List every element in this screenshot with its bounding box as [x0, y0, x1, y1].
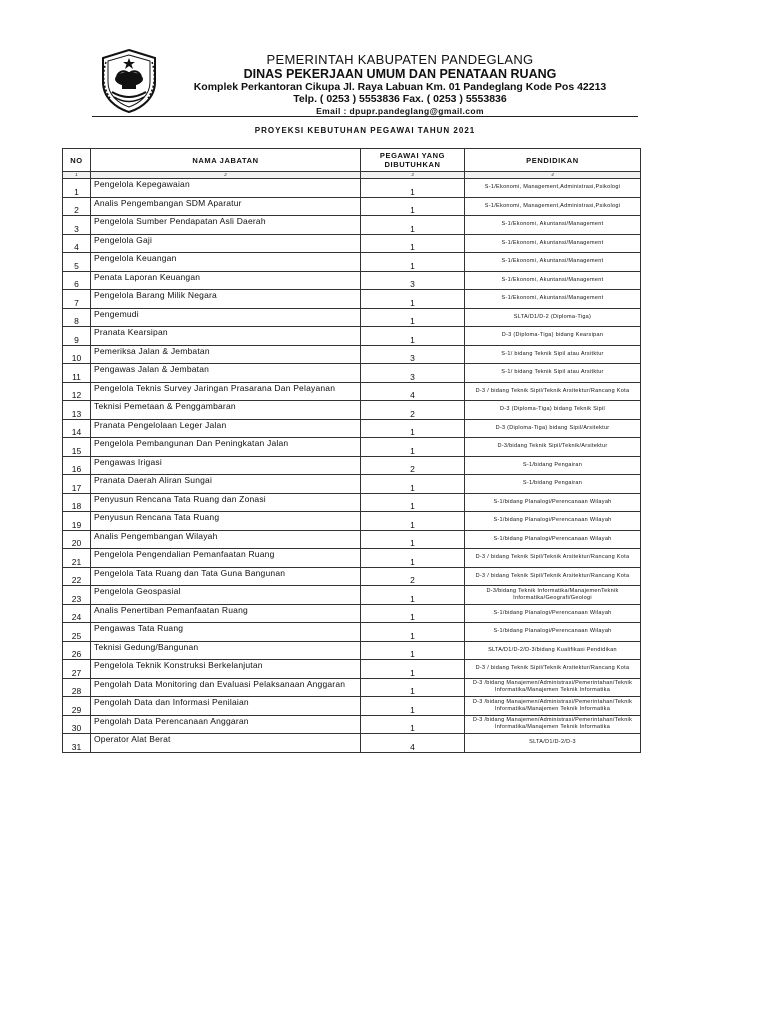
row-number: 8 [63, 308, 91, 327]
required-staff-count: 1 [361, 641, 465, 660]
table-row [63, 697, 641, 716]
job-title-cell: Analis Pengembangan Wilayah [91, 530, 361, 549]
education-requirement: S-1/ bidang Teknik Sipil atau Arsitktur [465, 345, 641, 364]
education-requirement: S-1/bidang Planalogi/Perencanaan Wilayah [465, 604, 641, 623]
column-index: 2 [91, 172, 361, 179]
job-title-cell: Analis Penertiban Pemanfaatan Ruang [91, 604, 361, 623]
job-title-cell: Pemeriksa Jalan & Jembatan [91, 345, 361, 364]
required-staff-count: 1 [361, 549, 465, 568]
letterhead-divider [92, 116, 638, 117]
job-title-cell: Pengelola Gaji [91, 234, 361, 253]
education-requirement: S-1/Ekonomi, Akuntansi/Management [465, 234, 641, 253]
job-title-cell: Pengawas Jalan & Jembatan [91, 364, 361, 383]
education-requirement: S-1/bidang Planalogi/Perencanaan Wilayah [465, 493, 641, 512]
education-requirement: S-1/bidang Planalogi/Perencanaan Wilayah [465, 623, 641, 642]
required-staff-count: 1 [361, 290, 465, 309]
required-staff-count: 2 [361, 401, 465, 420]
row-number: 3 [63, 216, 91, 235]
required-staff-count: 1 [361, 419, 465, 438]
required-staff-count: 2 [361, 567, 465, 586]
required-staff-count: 4 [361, 382, 465, 401]
job-title-cell: Pengelola Tata Ruang dan Tata Guna Bangunan [91, 567, 361, 586]
row-number: 9 [63, 327, 91, 346]
job-title-cell: Pengelola Teknis Survey Jaringan Prasarana Dan Pelayanan [91, 382, 361, 401]
table-row [63, 604, 641, 623]
table-row [63, 290, 641, 309]
required-staff-count: 1 [361, 586, 465, 605]
education-requirement: S-1/bidang Planalogi/Perencanaan Wilayah [465, 512, 641, 531]
table-row [63, 438, 641, 457]
education-requirement: S-1/Ekonomi, Management,Administrasi,Psikologi [465, 197, 641, 216]
required-staff-count: 1 [361, 530, 465, 549]
required-staff-count: 1 [361, 327, 465, 346]
header-no: NO [63, 149, 91, 172]
row-number: 24 [63, 604, 91, 623]
required-staff-count: 1 [361, 475, 465, 494]
header-nama-jabatan: NAMA JABATAN [91, 149, 361, 172]
job-title-cell: Pengolah Data Perencanaan Anggaran [91, 715, 361, 734]
table-row [63, 586, 641, 605]
job-title-cell: Pengelola Keuangan [91, 253, 361, 272]
row-number: 21 [63, 549, 91, 568]
column-index: 4 [465, 172, 641, 179]
column-index: 3 [361, 172, 465, 179]
table-row [63, 234, 641, 253]
row-number: 12 [63, 382, 91, 401]
government-name: PEMERINTAH KABUPATEN PANDEGLANG [266, 52, 534, 67]
job-title-cell: Analis Pengembangan SDM Aparatur [91, 197, 361, 216]
table-row [63, 271, 641, 290]
job-title-cell: Penyusun Rencana Tata Ruang dan Zonasi [91, 493, 361, 512]
job-title-cell: Pengolah Data dan Informasi Penilaian [91, 697, 361, 716]
required-staff-count: 1 [361, 438, 465, 457]
table-row [63, 253, 641, 272]
row-number: 31 [63, 734, 91, 753]
table-row [63, 493, 641, 512]
row-number: 1 [63, 179, 91, 198]
row-number: 4 [63, 234, 91, 253]
required-staff-count: 2 [361, 456, 465, 475]
table-row [63, 401, 641, 420]
row-number: 26 [63, 641, 91, 660]
table-row [63, 512, 641, 531]
row-number: 30 [63, 715, 91, 734]
education-requirement: SLTA/D1/D-2/D-3/bidang Kualifikasi Pendidikan [465, 641, 641, 660]
table-row [63, 623, 641, 642]
staffing-projection-table [62, 148, 641, 753]
table-row [63, 567, 641, 586]
required-staff-count: 1 [361, 308, 465, 327]
education-requirement: S-1/bidang Pengairan [465, 475, 641, 494]
table-row [63, 549, 641, 568]
row-number: 22 [63, 567, 91, 586]
table-row [63, 641, 641, 660]
job-title-cell: Teknisi Pemetaan & Penggambaran [91, 401, 361, 420]
table-row [63, 308, 641, 327]
header-pendidikan: PENDIDIKAN [465, 149, 641, 172]
document-title: PROYEKSI KEBUTUHAN PEGAWAI TAHUN 2021 [254, 126, 476, 135]
row-number: 25 [63, 623, 91, 642]
table-body [63, 179, 641, 753]
education-requirement: D-3 /bidang Manajemen/Administrasi/Pemerintahan/Teknik Informatika/Manajemen Teknik Informatika [465, 697, 641, 716]
education-requirement: D-3 (Diploma-Tiga) bidang Kearsipan [465, 327, 641, 346]
row-number: 29 [63, 697, 91, 716]
required-staff-count: 1 [361, 197, 465, 216]
job-title-cell: Pranata Pengelolaan Leger Jalan [91, 419, 361, 438]
required-staff-count: 1 [361, 216, 465, 235]
row-number: 14 [63, 419, 91, 438]
table-row [63, 216, 641, 235]
required-staff-count: 1 [361, 623, 465, 642]
table-row [63, 419, 641, 438]
education-requirement: S-1/bidang Planalogi/Perencanaan Wilayah [465, 530, 641, 549]
education-requirement: SLTA/D1/D-2/D-3 [465, 734, 641, 753]
letterhead [160, 52, 640, 117]
header-jumlah-pegawai: PEGAWAI YANG DIBUTUHKAN [361, 149, 465, 172]
education-requirement: D-3 / bidang Teknik Sipil/Teknik Arsitektur/Rancang Kota [465, 382, 641, 401]
column-index: 1 [63, 172, 91, 179]
education-requirement: S-1/Ekonomi, Management,Administrasi,Psikologi [465, 179, 641, 198]
table-row [63, 660, 641, 679]
education-requirement: D-3/bidang Teknik Sipil/Teknik/Arsitektur [465, 438, 641, 457]
education-requirement: D-3 / bidang Teknik Sipil/Teknik Arsitektur/Rancang Kota [465, 567, 641, 586]
required-staff-count: 4 [361, 734, 465, 753]
job-title-cell: Teknisi Gedung/Bangunan [91, 641, 361, 660]
row-number: 27 [63, 660, 91, 679]
education-requirement: D-3 / bidang Teknik Sipil/Teknik Arsitektur/Rancang Kota [465, 549, 641, 568]
table-column-index-row [63, 172, 641, 179]
regency-emblem-icon [100, 48, 158, 114]
row-number: 15 [63, 438, 91, 457]
required-staff-count: 1 [361, 493, 465, 512]
education-requirement: D-3 (Diploma-Tiga) bidang Teknik Sipil [465, 401, 641, 420]
table-row [63, 456, 641, 475]
education-requirement: S-1/Ekonomi, Akuntansi/Management [465, 216, 641, 235]
table-row [63, 715, 641, 734]
education-requirement: S-1/bidang Pengairan [465, 456, 641, 475]
table-row [63, 678, 641, 697]
job-title-cell: Pengolah Data Monitoring dan Evaluasi Pelaksanaan Anggaran [91, 678, 361, 697]
row-number: 17 [63, 475, 91, 494]
education-requirement: SLTA/D1/D-2 (Diploma-Tiga) [465, 308, 641, 327]
job-title-cell: Pengelola Kepegawaian [91, 179, 361, 198]
row-number: 5 [63, 253, 91, 272]
table-row [63, 345, 641, 364]
required-staff-count: 1 [361, 697, 465, 716]
job-title-cell: Penata Laporan Keuangan [91, 271, 361, 290]
job-title-cell: Pengelola Barang Milik Negara [91, 290, 361, 309]
agency-phone-fax: Telp. ( 0253 ) 5553836 Fax. ( 0253 ) 5553836 [293, 93, 507, 105]
table-row [63, 327, 641, 346]
education-requirement: S-1/Ekonomi, Akuntansi/Management [465, 271, 641, 290]
job-title-cell: Pengelola Pembangunan Dan Peningkatan Jalan [91, 438, 361, 457]
job-title-cell: Pengemudi [91, 308, 361, 327]
required-staff-count: 1 [361, 253, 465, 272]
education-requirement: S-1/ bidang Teknik Sipil atau Arsitktur [465, 364, 641, 383]
table-row [63, 530, 641, 549]
required-staff-count: 1 [361, 604, 465, 623]
table-row [63, 734, 641, 753]
table-row [63, 475, 641, 494]
job-title-cell: Pengawas Tata Ruang [91, 623, 361, 642]
required-staff-count: 1 [361, 678, 465, 697]
table-row [63, 364, 641, 383]
job-title-cell: Pranata Kearsipan [91, 327, 361, 346]
row-number: 13 [63, 401, 91, 420]
job-title-cell: Pengelola Geospasial [91, 586, 361, 605]
row-number: 28 [63, 678, 91, 697]
row-number: 23 [63, 586, 91, 605]
table-row [63, 179, 641, 198]
required-staff-count: 1 [361, 512, 465, 531]
row-number: 16 [63, 456, 91, 475]
education-requirement: S-1/Ekonomi, Akuntansi/Management [465, 253, 641, 272]
row-number: 11 [63, 364, 91, 383]
row-number: 18 [63, 493, 91, 512]
required-staff-count: 3 [361, 364, 465, 383]
agency-name: DINAS PEKERJAAN UMUM DAN PENATAAN RUANG [243, 67, 557, 81]
table-header-row [63, 149, 641, 172]
job-title-cell: Pengawas Irigasi [91, 456, 361, 475]
row-number: 10 [63, 345, 91, 364]
required-staff-count: 1 [361, 179, 465, 198]
row-number: 20 [63, 530, 91, 549]
job-title-cell: Pengelola Sumber Pendapatan Asli Daerah [91, 216, 361, 235]
education-requirement: D-3/bidang Teknik Informatika/ManajemenTeknik Informatika/Geografi/Geologi [465, 586, 641, 605]
education-requirement: S-1/Ekonomi, Akuntansi/Management [465, 290, 641, 309]
agency-address: Komplek Perkantoran Cikupa Jl. Raya Labuan Km. 01 Pandeglang Kode Pos 42213 [193, 81, 607, 93]
row-number: 6 [63, 271, 91, 290]
required-staff-count: 1 [361, 234, 465, 253]
required-staff-count: 3 [361, 271, 465, 290]
education-requirement: D-3 /bidang Manajemen/Administrasi/Pemerintahan/Teknik Informatika/Manajemen Teknik Informatika [465, 715, 641, 734]
job-title-cell: Pengelola Teknik Konstruksi Berkelanjutan [91, 660, 361, 679]
job-title-cell: Operator Alat Berat [91, 734, 361, 753]
education-requirement: D-3 /bidang Manajemen/Administrasi/Pemerintahan/Teknik Informatika/Manajemen Teknik Informatika [465, 678, 641, 697]
row-number: 2 [63, 197, 91, 216]
row-number: 7 [63, 290, 91, 309]
agency-email: Email : dpupr.pandeglang@gmail.com [316, 106, 484, 116]
required-staff-count: 3 [361, 345, 465, 364]
required-staff-count: 1 [361, 715, 465, 734]
job-title-cell: Pengelola Pengendalian Pemanfaatan Ruang [91, 549, 361, 568]
table-row [63, 382, 641, 401]
job-title-cell: Penyusun Rencana Tata Ruang [91, 512, 361, 531]
row-number: 19 [63, 512, 91, 531]
job-title-cell: Pranata Daerah Aliran Sungai [91, 475, 361, 494]
required-staff-count: 1 [361, 660, 465, 679]
education-requirement: D-3 (Diploma-Tiga) bidang Sipil/Arsitektur [465, 419, 641, 438]
table-row [63, 197, 641, 216]
education-requirement: D-3 / bidang Teknik Sipil/Teknik Arsitektur/Rancang Kota [465, 660, 641, 679]
